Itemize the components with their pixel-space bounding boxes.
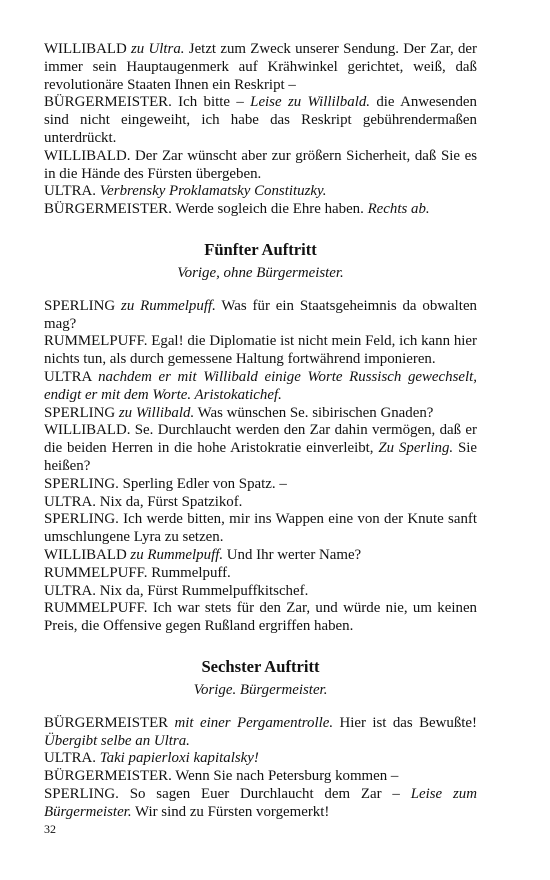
stage-direction-inline: zu Willibald. [118, 404, 195, 421]
stage-direction-inline: Zu Sperling. [378, 440, 454, 457]
dialogue-paragraph: BÜRGERMEISTER. Wenn Sie nach Petersburg kommen – [44, 768, 399, 785]
stage-direction-inline: Übergibt selbe an Ultra. [44, 732, 190, 749]
stage-direction-5: Vorige, ohne Bürgermeister. [177, 264, 344, 281]
dialogue-paragraph: BÜRGERMEISTER. Werde sogleich die Ehre haben. Rechts ab. [44, 201, 430, 218]
page-number: 32 [44, 822, 56, 836]
dialogue-paragraph: SPERLING zu Willibald. Was wünschen Se. sibirischen Gnaden? [44, 404, 434, 421]
stage-direction-inline: zu Ultra. [130, 41, 185, 57]
dialogue-paragraph: BÜRGERMEISTER mit einer Pergamentrolle. Hier ist das Bewußte! Übergibt selbe an Ultra. [44, 714, 477, 749]
stage-direction-inline: nachdem er mit Willibald einige Worte Russisch gewechselt, endigt er mit dem Worte. Aristokatichef. [44, 368, 477, 403]
dialogue-paragraph: RUMMELPUFF. Rummelpuff. [44, 564, 231, 581]
stage-direction-inline: mit einer Pergamentrolle. [174, 714, 334, 731]
dialogue-block-2 [44, 298, 477, 636]
dialogue-block-3 [44, 715, 477, 822]
dialogue-paragraph: SPERLING zu Rummelpuff. Was für ein Staatsgeheimnis da obwalten mag? [44, 297, 477, 332]
dialogue-paragraph: RUMMELPUFF. Egal! die Diplomatie ist nicht mein Feld, ich kann hier nichts tun, als durch gemessene Haltung fortwährend imponieren. [44, 333, 477, 368]
stage-direction-inline: zu Rummelpuff. [130, 546, 224, 563]
stage-direction-inline: Rechts ab. [367, 201, 430, 218]
dialogue-paragraph: SPERLING. So sagen Euer Durchlaucht dem Zar – Leise zum Bürgermeister. Wir sind zu Fürsten vorgemerkt! [44, 785, 477, 820]
stage-direction-inline: Leise zum Bürgermeister. [44, 785, 477, 820]
page-text [44, 41, 477, 821]
stage-direction-inline: Taki papierloxi kapitalsky! [99, 750, 259, 767]
stage-direction-inline: Leise zu Willilbald. [250, 94, 370, 111]
dialogue-paragraph: ULTRA. Taki papierloxi kapitalsky! [44, 750, 259, 767]
dialogue-paragraph: WILLIBALD zu Rummelpuff. Und Ihr werter Name? [44, 546, 362, 563]
dialogue-paragraph: WILLIBALD zu Ultra. Jetzt zum Zweck unserer Sendung. Der Zar, der immer sein Hauptaugenmerk auf Krähwinkel gerichtet, weiß, daß revolutionäre Staaten Ihnen ein Reskript – [44, 41, 477, 93]
dialogue-paragraph: SPERLING. Ich werde bitten, mir ins Wappen eine von der Knute sanft umschlungene Lyra zu setzen. [44, 511, 477, 546]
stage-direction-6: Vorige. Bürgermeister. [193, 681, 328, 698]
dialogue-block-1 [44, 41, 477, 219]
dialogue-paragraph: RUMMELPUFF. Ich war stets für den Zar, und würde nie, um keinen Preis, die Offensive gegen Rußland ergriffen haben. [44, 600, 477, 635]
scene-heading-5: Fünfter Auftritt [204, 239, 317, 259]
dialogue-paragraph: ULTRA. Nix da, Fürst Rummelpuffkitschef. [44, 582, 309, 599]
dialogue-paragraph: ULTRA. Nix da, Fürst Spatzikof. [44, 493, 243, 510]
scene-heading-6: Sechster Auftritt [201, 656, 320, 676]
stage-direction-inline: zu Rummelpuff. [121, 297, 216, 314]
stage-direction-inline: Verbrensky Proklamatsky Constituzky. [99, 183, 327, 200]
dialogue-paragraph: ULTRA. Verbrensky Proklamatsky Constituzky. [44, 183, 327, 200]
dialogue-paragraph: BÜRGERMEISTER. Ich bitte – Leise zu Willilbald. die Anwesenden sind nicht eingeweiht, ich habe das Reskript gebührendermaßen unterdrückt. [44, 94, 477, 146]
dialogue-paragraph: ULTRA nachdem er mit Willibald einige Worte Russisch gewechselt, endigt er mit dem Worte. Aristokatichef. [44, 368, 477, 403]
dialogue-paragraph: WILLIBALD. Se. Durchlaucht werden den Zar dahin vermögen, daß er die beiden Herren in die hohe Aristokratie einverleibt, Zu Sperling. Sie heißen? [44, 422, 477, 474]
dialogue-paragraph: WILLIBALD. Der Zar wünscht aber zur größern Sicherheit, daß Sie es in die Hände des Fürsten übergeben. [44, 147, 477, 182]
dialogue-paragraph: SPERLING. Sperling Edler von Spatz. – [44, 475, 287, 492]
